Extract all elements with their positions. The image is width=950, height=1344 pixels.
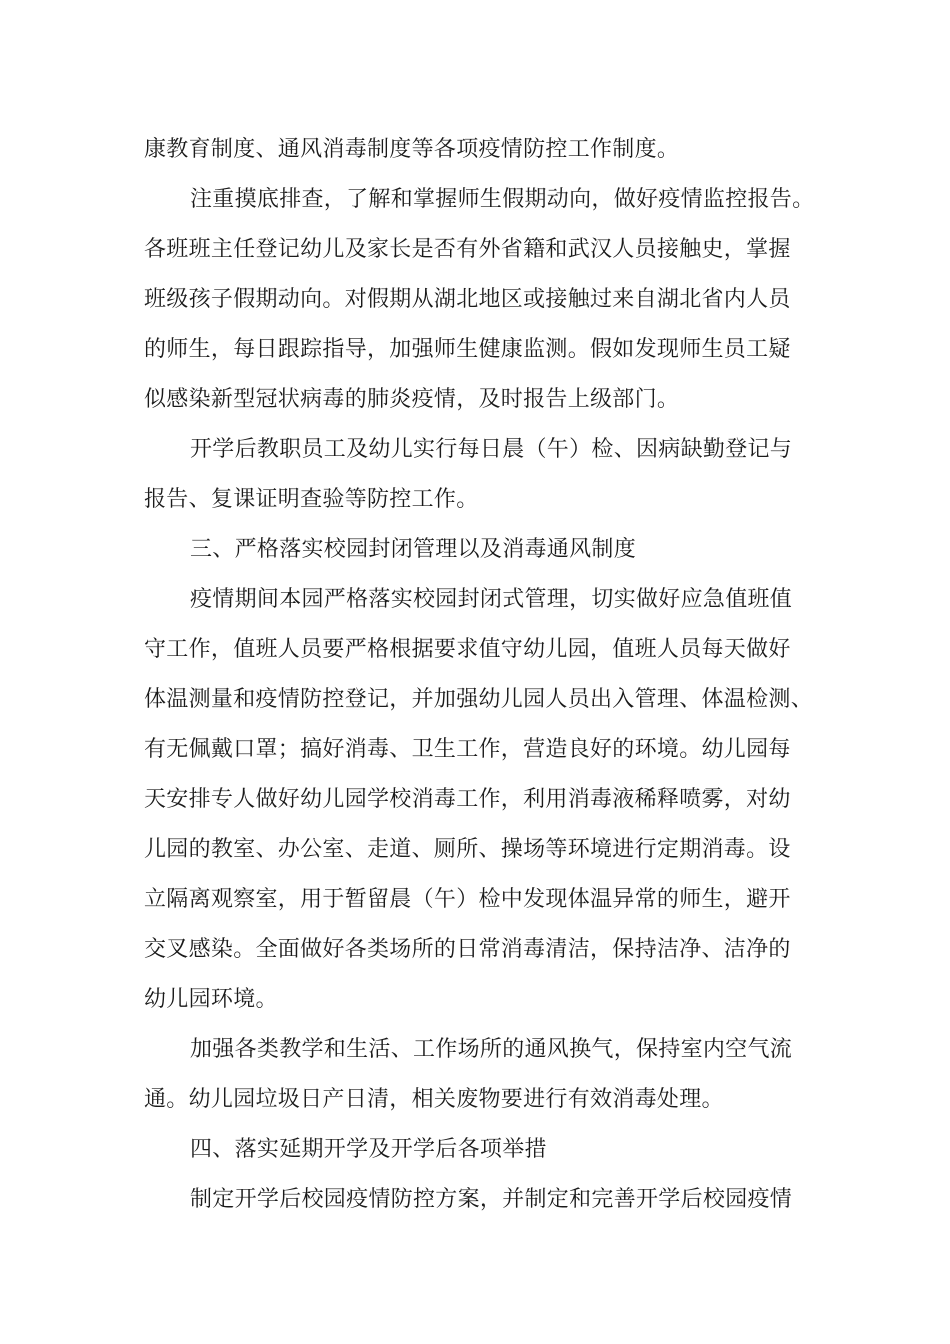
text-line-3: 各班班主任登记幼儿及家长是否有外省籍和武汉人员接触史，掌握 <box>144 237 791 262</box>
text-line-15: 儿园的教室、办公室、走道、厕所、操场等环境进行定期消毒。设 <box>144 837 791 862</box>
text-line-20: 通。幼儿园垃圾日产日清，相关废物要进行有效消毒处理。 <box>144 1087 724 1112</box>
text-line-12: 体温测量和疫情防控登记，并加强幼儿园人员出入管理、体温检测、 <box>144 687 814 712</box>
text-line-11: 守工作，值班人员要严格根据要求值守幼儿园，值班人员每天做好 <box>144 637 791 662</box>
text-line-10: 疫情期间本园严格落实校园封闭式管理，切实做好应急值班值 <box>190 587 793 612</box>
text-line-2: 注重摸底排查，了解和掌握师生假期动向，做好疫情监控报告。 <box>190 187 815 212</box>
text-line-8: 报告、复课证明查验等防控工作。 <box>144 487 479 512</box>
text-line-4: 班级孩子假期动向。对假期从湖北地区或接触过来自湖北省内人员 <box>144 287 791 312</box>
text-line-19: 加强各类教学和生活、工作场所的通风换气，保持室内空气流 <box>190 1037 793 1062</box>
text-line-7: 开学后教职员工及幼儿实行每日晨（午）检、因病缺勤登记与 <box>190 437 793 462</box>
section-heading-4: 四、落实延期开学及开学后各项举措 <box>190 1137 547 1162</box>
text-line-5: 的师生，每日跟踪指导，加强师生健康监测。假如发现师生员工疑 <box>144 337 791 362</box>
text-line-6: 似感染新型冠状病毒的肺炎疫情，及时报告上级部门。 <box>144 387 680 412</box>
text-line-16: 立隔离观察室，用于暂留晨（午）检中发现体温异常的师生，避开 <box>144 887 791 912</box>
text-line-14: 天安排专人做好幼儿园学校消毒工作，利用消毒液稀释喷雾，对幼 <box>144 787 791 812</box>
text-line-18: 幼儿园环境。 <box>144 987 278 1012</box>
text-line-17: 交叉感染。全面做好各类场所的日常消毒清洁，保持洁净、洁净的 <box>144 937 791 962</box>
text-line-1: 康教育制度、通风消毒制度等各项疫情防控工作制度。 <box>144 137 680 162</box>
text-line-13: 有无佩戴口罩；搞好消毒、卫生工作，营造良好的环境。幼儿园每 <box>144 737 791 762</box>
text-line-22: 制定开学后校园疫情防控方案，并制定和完善开学后校园疫情 <box>190 1187 793 1212</box>
section-heading-3: 三、严格落实校园封闭管理以及消毒通风制度 <box>190 537 637 562</box>
